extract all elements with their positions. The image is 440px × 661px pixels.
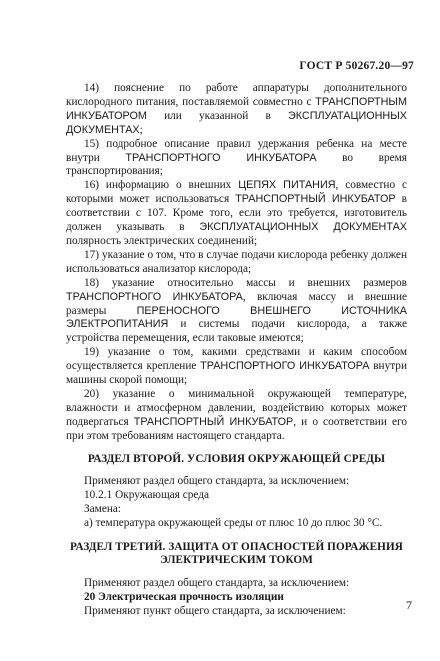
paragraph: Замена: <box>84 502 122 515</box>
paragraph: Применяют раздел общего стандарта, за исключением: <box>84 475 350 488</box>
paragraph: Применяют раздел общего стандарта, за исключением: <box>84 576 350 589</box>
standard-header: ГОСТ Р 50267.20—97 <box>299 60 414 72</box>
clause-title: 20 Электрическая прочность изоляции <box>84 590 284 603</box>
defined-term: ТРАНСПОРТНОГО ИНКУБАТОРА <box>200 360 370 373</box>
section-heading-environment: РАЗДЕЛ ВТОРОЙ. УСЛОВИЯ ОКРУЖАЮЩЕЙ СРЕДЫ <box>87 452 386 465</box>
section-heading-electric-shock: РАЗДЕЛ ТРЕТИЙ. ЗАЩИТА ОТ ОПАСНОСТЕЙ ПОРАЖЕНИЯ ЭЛЕКТРИЧЕСКИМ ТОКОМ <box>70 540 403 567</box>
list-item-19: 19) указание о том, какими средствами и каким способом осуществляется крепление ТРАНСПОРТНОГО ИНКУБАТОРА внутри машины скорой помощи; <box>66 346 407 387</box>
defined-term: ТРАНСПОРТНЫЙ ИНКУБАТОР <box>235 193 396 206</box>
list-item-15: 15) подробное описание правил удержания ребенка на месте внутри ТРАНСПОРТНОГО ИНКУБАТОРА во время транспортирования; <box>66 137 407 178</box>
list-item-18: 18) указание относительно массы и внешних размеров ТРАНСПОРТНОГО ИНКУБАТОРА, включая массу и внешние размеры ПЕРЕНОСНОГО ВНЕШНЕГО ИСТОЧНИКА ЭЛЕКТРОПИТАНИЯ и системы подачи кислорода, а также устройства перемещения, если таковые имеются; <box>66 276 407 345</box>
defined-term: ЭКСПЛУАТАЦИОННЫХ ДОКУМЕНТАХ <box>66 109 407 136</box>
defined-term: ПЕРЕНОСНОГО ВНЕШНЕГО ИСТОЧНИКА ЭЛЕКТРОПИТАНИЯ <box>66 304 407 331</box>
defined-term: ТРАНСПОРТНЫЙ ИНКУБАТОР <box>133 415 294 428</box>
paragraph: Применяют пункт общего стандарта, за исключением: <box>84 604 346 617</box>
list-item-14: 14) пояснение по работе аппаратуры дополнительного кислородного питания, поставляемой совместно с ТРАНСПОРТНЫМ ИНКУБАТОРОМ или указанной в ЭКСПЛУАТАЦИОННЫХ ДОКУМЕНТАХ; <box>66 82 407 136</box>
paragraph: а) температура окружающей среды от плюс 10 до плюс 30 °С. <box>84 516 383 529</box>
clause-title: 10.2.1 Окружающая среда <box>84 488 209 501</box>
defined-term: ТРАНСПОРТНОГО ИНКУБАТОРА <box>125 151 317 164</box>
defined-term: ЭКСПЛУАТАЦИОННЫХ ДОКУМЕНТАХ <box>199 221 407 234</box>
defined-term: ЦЕПЯХ ПИТАНИЯ <box>238 179 336 192</box>
defined-term: ТРАНСПОРТНОГО ИНКУБАТОРА <box>66 290 243 303</box>
list-item-20: 20) указание о минимальной окружающей температуре, влажности и атмосферном давлении, воздействию которых может подвергаться ТРАНСПОРТНЫЙ ИНКУБАТОР, и о соответствии его при этом требованиям настоящего стандарта. <box>66 387 407 442</box>
page-content <box>66 82 407 618</box>
list-item-17: 17) указание о том, что в случае подачи кислорода ребенку должен использоваться анализатор кислорода; <box>66 248 407 275</box>
list-item-16: 16) информацию о внешних ЦЕПЯХ ПИТАНИЯ, совместно с которыми может использоваться ТРАНСПОРТНЫЙ ИНКУБАТОР в соответствии с 107. Кроме того, если это требуется, изготовитель должен указывать в ЭКСПЛУАТАЦИОННЫХ ДОКУМЕНТАХ полярность электрических соединений; <box>66 179 407 247</box>
defined-term: ТРАНСПОРТНЫМ ИНКУБАТОРОМ <box>66 95 407 122</box>
page-number: 7 <box>406 598 412 612</box>
